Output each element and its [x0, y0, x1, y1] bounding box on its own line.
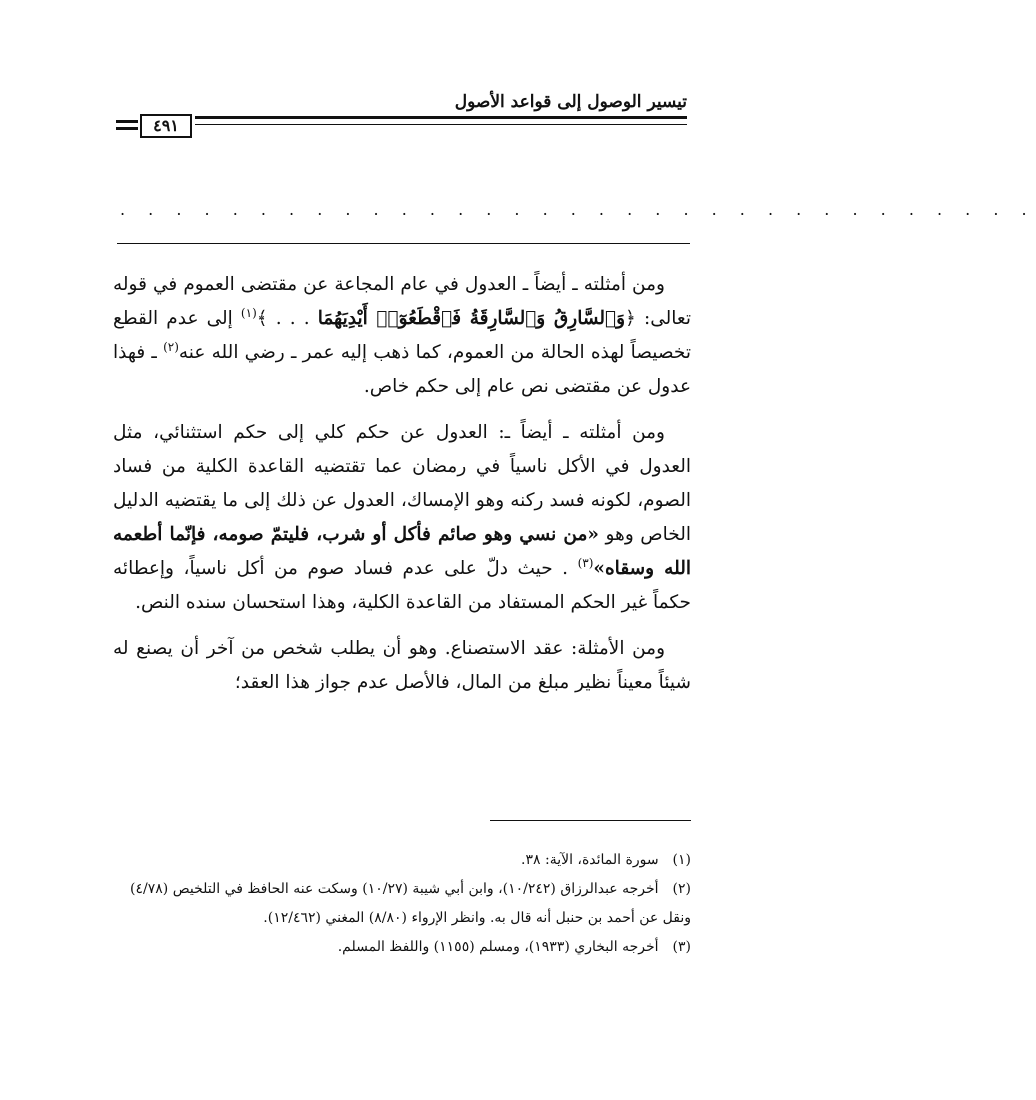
quran-verse: وَٱلسَّارِقُ وَٱلسَّارِقَةُ فَٱقْطَعُوٓا۟ أَيْدِيَهُمَا	[317, 308, 626, 329]
paragraph-2	[113, 416, 691, 620]
footnote-number: (١)	[672, 852, 691, 868]
footnote-1	[113, 846, 691, 875]
header-rule-left-bottom	[116, 127, 138, 130]
footnote-ref-2: (٢)	[163, 339, 179, 354]
header-rule-thin	[195, 124, 687, 125]
section-rule	[117, 243, 690, 244]
paragraph-1-text-a: ومن أمثلته ـ أيضاً ـ العدول في عام المجاعة عن مقتضى العموم في قوله تعالى: ﴿	[113, 274, 691, 329]
footnote-number: (٣)	[672, 939, 691, 955]
paragraph-1-text-c: إلى عدم القطع تخصيصاً لهذه الحالة من العموم، كما ذهب إليه عمر ـ رضي الله عنه	[113, 308, 691, 363]
footnote-3	[113, 933, 691, 962]
paragraph-2-text-b: . حيث دلّ على عدم فساد صوم من أكل ناسياً، وإعطائه حكماً غير الحكم المستفاد من القاعدة الكلية، وهذا استحسان سنده النص.	[113, 558, 691, 613]
footnote-2	[113, 875, 691, 933]
page-number: ٤٩١	[140, 114, 192, 138]
paragraph-1-text-d: ـ فهذا عدول عن مقتضى نص عام إلى حكم خاص.	[113, 342, 691, 397]
footnote-rule	[490, 820, 691, 821]
dotted-separator: . . . . . . . . . . . . . . . . . . . . . . . . . . . . . . . . .	[120, 200, 1036, 219]
paragraph-2-text-a: ومن أمثلته ـ أيضاً ـ: العدول عن حكم كلي إلى حكم استثنائي، مثل العدول في الأكل ناسياً في رمضان عما تقتضيه القاعدة الكلية من فساد الصوم، لكونه فسد ركنه وهو الإمساك، العدول عن ذلك إلى ما يقتضيه الدليل الخاص وهو	[113, 422, 691, 545]
footnotes	[113, 846, 691, 962]
body-text	[113, 268, 691, 700]
header-rule-left-top	[116, 120, 138, 123]
running-header-title: تيسير الوصول إلى قواعد الأصول	[454, 92, 687, 112]
footnote-text: أخرجه البخاري (١٩٣٣)، ومسلم (١١٥٥) واللفظ المسلم.	[337, 939, 659, 955]
footnote-text: سورة المائدة، الآية: ٣٨.	[521, 852, 659, 868]
hadith-quote: «من نسي وهو صائم فأكل أو شرب، فليتمّ صومه، فإنّما أطعمه الله وسقاه»	[113, 524, 692, 579]
paragraph-3: ومن الأمثلة: عقد الاستصناع. وهو أن يطلب شخص من آخر أن يصنع له شيئاً معيناً نظير مبلغ من المال، فالأصل عدم جواز هذا العقد؛	[113, 638, 691, 693]
paragraph-1-text-b: . . . ﴾	[256, 308, 310, 329]
footnote-ref-3: (٣)	[577, 555, 594, 570]
footnote-text: أخرجه عبدالرزاق (١٠/٢٤٢)، وابن أبي شيبة (١٠/٢٧) وسكت عنه الحافظ في التلخيص (٤/٧٨) ونقل عن أحمد بن حنبل أنه قال به. وانظر الإرواء (٨/٨٠) المغني (١٢/٤٦٢).	[130, 881, 691, 926]
footnote-number: (٢)	[672, 881, 691, 897]
footnote-ref-1: (١)	[240, 305, 257, 320]
paragraph-1	[113, 268, 691, 404]
header-rule-thick	[195, 116, 687, 119]
